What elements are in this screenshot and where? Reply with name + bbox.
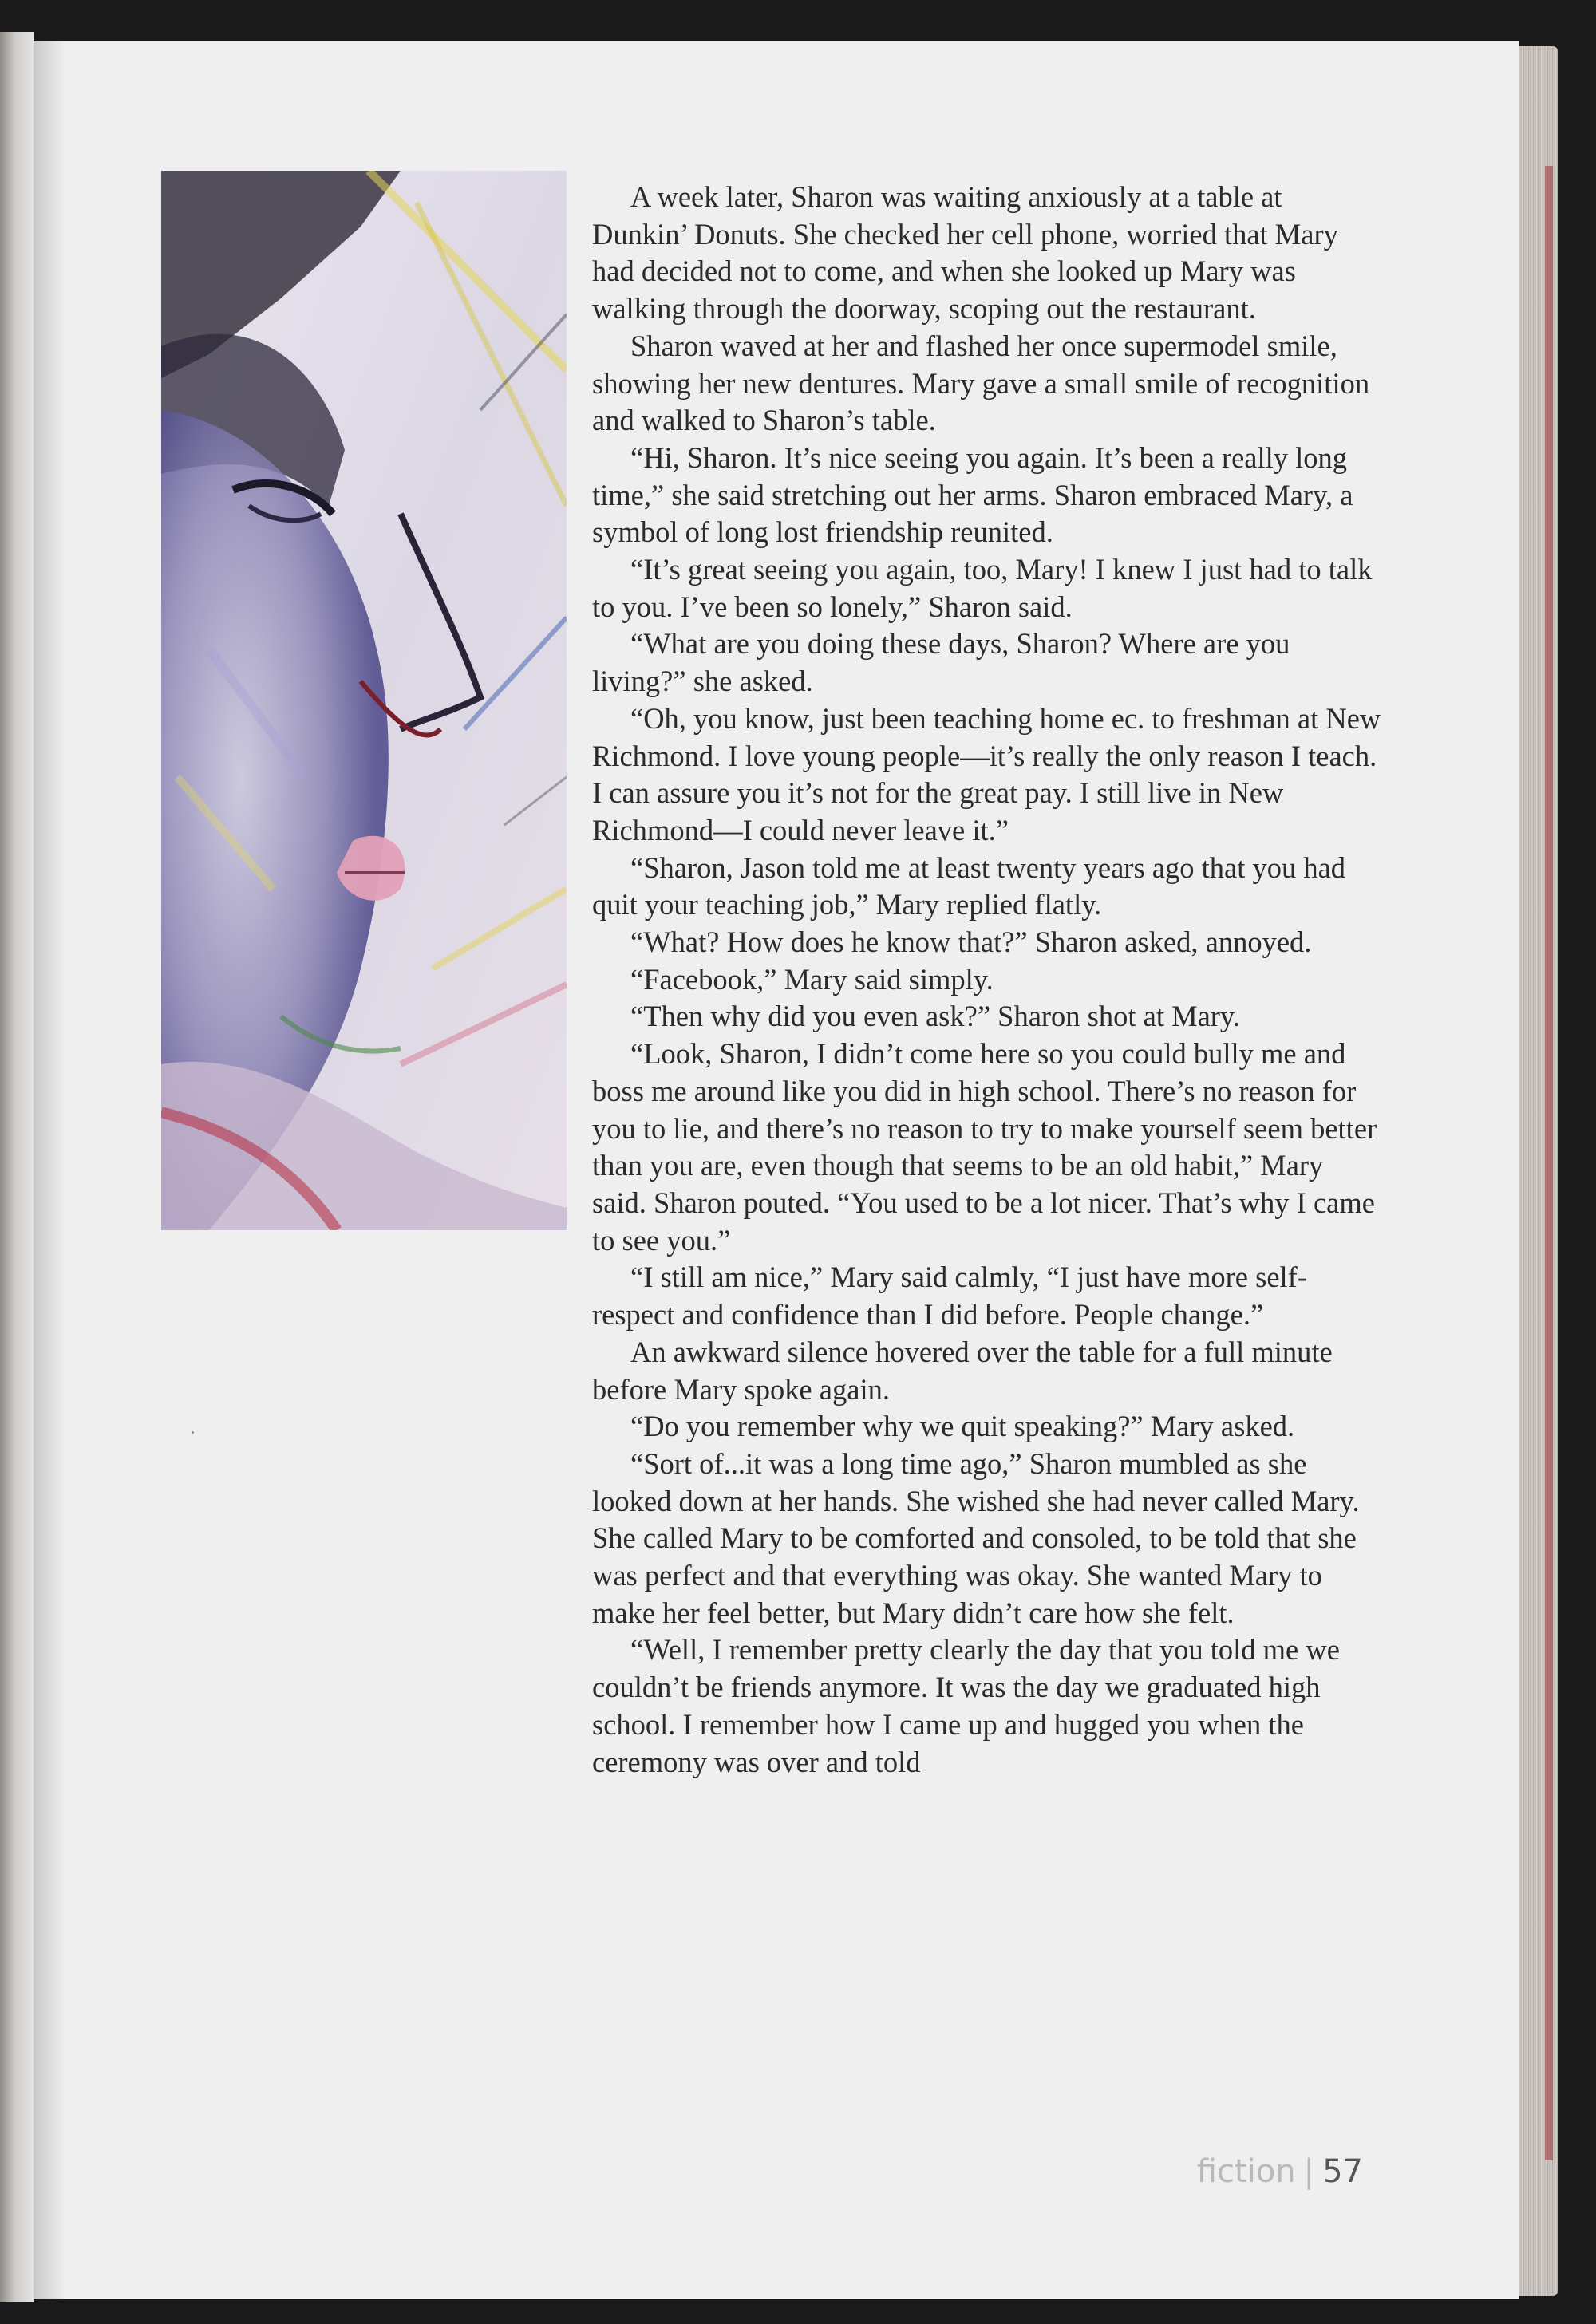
paragraph: “What? How does he know that?” Sharon asked, annoyed. <box>630 925 1312 959</box>
paragraph: “Do you remember why we quit speaking?” Mary asked. <box>630 1410 1295 1443</box>
gutter-shadow <box>34 41 65 2299</box>
page-folio <box>1197 2148 1363 2196</box>
paragraph: “Then why did you even ask?” Sharon shot at Mary. <box>630 1000 1240 1033</box>
previous-page-edge <box>0 32 34 2302</box>
page-speck <box>192 1431 194 1434</box>
paragraph: “It’s great seeing you again, too, Mary! I knew I just had to talk to you. I’ve been so lonely,” Sharon said. <box>592 553 1373 623</box>
paragraph: Sharon waved at her and flashed her once supermodel smile, showing her new dentures. Mary gave a small smile of recognition and walked to Sharon’s table. <box>592 329 1370 437</box>
paragraph: “Well, I remember pretty clearly the day that you told me we couldn’t be friends anymore. It was the day we graduated high school. I remember how I came up and hugged you when the ceremony was over and told <box>592 1633 1340 1778</box>
pastel-portrait-illustration <box>161 171 567 1230</box>
paragraph: “Facebook,” Mary said simply. <box>630 962 994 996</box>
paragraph: “I still am nice,” Mary said calmly, “I just have more self-respect and confidence than I did before. People change.” <box>592 1261 1307 1332</box>
paragraph: “Hi, Sharon. It’s nice seeing you again. It’s been a really long time,” she said stretching out her arms. Sharon embraced Mary, a symbol of long lost friendship reunited. <box>592 440 1353 549</box>
paragraph: “Sharon, Jason told me at least twenty years ago that you had quit your teaching job,” Mary replied flatly. <box>592 850 1346 921</box>
article-body <box>592 179 1382 1781</box>
folio-separator: | <box>1303 2153 1315 2190</box>
paragraph: “Oh, you know, just been teaching home ec. to freshman at New Richmond. I love young people—it’s really the only reason I teach. I can assure you it’s not for the great pay. I still live in New Richmond—I could never leave it.” <box>592 701 1381 846</box>
section-label: fiction <box>1196 2153 1296 2190</box>
paragraph: An awkward silence hovered over the table for a full minute before Mary spoke again. <box>592 1335 1333 1406</box>
paragraph: “Sort of...it was a long time ago,” Sharon mumbled as she looked down at her hands. She wished she had never called Mary. She called Mary to be comforted and consoled, to be told that she was perfect and that everything was okay. She wanted Mary to make her feel better, but Mary didn’t care how she felt. <box>592 1446 1360 1629</box>
paragraph: “What are you doing these days, Sharon? Where are you living?” she asked. <box>592 627 1290 698</box>
paragraph: A week later, Sharon was waiting anxiously at a table at Dunkin’ Donuts. She checked her cell phone, worried that Mary had decided not to come, and when she looked up Mary was walking through the doorway, scoping out the restaurant. <box>592 180 1338 326</box>
book-page <box>34 41 1519 2299</box>
paragraph: “Look, Sharon, I didn’t come here so you could bully me and boss me around like you did in high school. There’s no reason for you to lie, and there’s no reason to try to make yourself seem better than you are, even though that seems to be an old habit,” Mary said. Sharon pouted. “You used to be a lot nicer. That’s why I came to see you.” <box>592 1037 1377 1257</box>
page-number: 57 <box>1322 2153 1363 2190</box>
